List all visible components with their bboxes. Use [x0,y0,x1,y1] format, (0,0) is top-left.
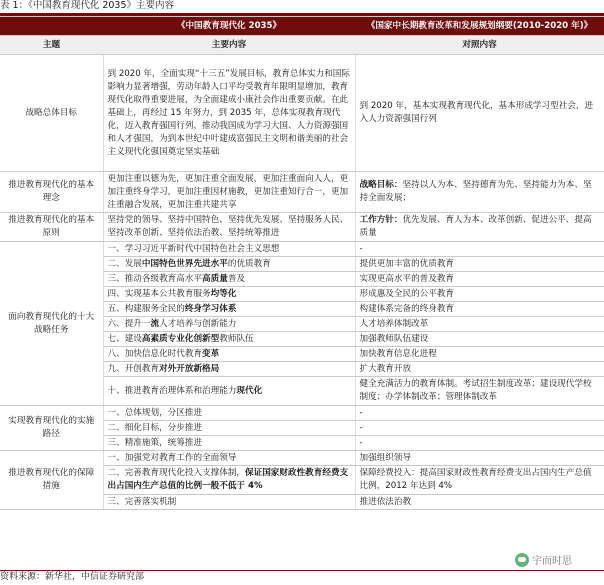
row-content: 更加注重以德为先，更加注重全面发展，更加注重面向人人，更加注重终身学习，更加注重因材施教，更加注重知行合一，更加注重融合发展，更加注重共建共享 [103,172,355,213]
table-row [0,172,604,213]
task-emphasis: 高质量 [202,273,228,284]
col-header-theme: 主题 [0,36,103,55]
row-compare: - [355,421,604,436]
compare-text: 坚持以人为本、坚持德育为先、坚持能力为本、坚持全面发展； [359,180,592,203]
row-compare: - [355,436,604,451]
task-item [103,242,355,257]
row-compare: 加强组织领导 [355,451,604,466]
task-text: 四、实现基本公共教育服务 [107,288,211,299]
task-item [103,377,355,406]
task-item [103,332,355,347]
row-theme: 实现教育现代化的实施路径 [0,406,103,451]
task-emphasis: 终身学习体系 [184,303,237,314]
table-row [0,55,604,172]
path-item: 二、细化目标，分步推进 [103,421,355,436]
row-compare: 提供更加丰富的优质教育 [355,257,604,272]
task-emphasis: 流 [150,318,160,329]
row-compare [355,213,604,242]
table-row [0,451,604,466]
table-caption: 表 1：《中国教育现代化 2035》主要内容 [0,0,175,11]
task-text: 人才培养与创新能力 [159,318,237,329]
task-text: 五、构建服务全民的 [107,303,185,314]
task-item [103,287,355,302]
task-item [103,317,355,332]
task-text: 九、开创教育 [107,363,160,374]
task-text: 一、学习习近平新时代中国特色社会主义思想 [107,243,280,254]
task-text: 八、加快信息化时代教育 [107,348,203,359]
left-doc-title: 《中国教育现代化 2035》 [103,17,355,36]
row-compare: 保障经费投入：提高国家财政性教育经费支出占国内生产总值比例，2012 年达到 4% [355,466,604,495]
compare-text: 优先发展、育人为本、改革创新、促进公平、提高质量 [359,215,592,238]
watermark [515,552,572,567]
measure-text: 二、完善教育现代化投入支撑体制， [107,468,246,478]
row-compare: - [355,242,604,257]
task-emphasis: 对外开放新格局 [159,363,220,374]
task-emphasis: 中国特色世界先进水平 [141,258,228,269]
row-compare: 加强教师队伍建设 [355,332,604,347]
row-compare: 健全充满活力的教育体制。考试招生制度改革；建设现代学校制度；办学体制改革；管理体制改革 [355,377,604,406]
table-row [0,242,604,257]
right-doc-title: 《国家中长期教育改革和发展规划纲要(2010-2020 年)》 [355,17,604,36]
path-item: 三、精准施策，统筹推进 [103,436,355,451]
row-compare [355,172,604,213]
col-header-content: 主要内容 [103,36,355,55]
task-emphasis: 现代化 [236,385,263,396]
task-text: 二、发展 [107,258,142,269]
table-row [0,213,604,242]
path-item: 一、总体规划，分区推进 [103,406,355,421]
task-item [103,302,355,317]
row-compare: 人才培养体制改革 [355,317,604,332]
watermark-text: 宇而时思 [532,556,572,567]
row-theme: 战略总体目标 [0,55,103,172]
wechat-icon [515,553,529,567]
row-compare: 实现更高水平的普及教育 [355,272,604,287]
task-text: 的优质教育 [227,258,271,269]
task-text: 十、推进教育治理体系和治理能力 [107,385,237,396]
task-item [103,272,355,287]
source-note: 资料来源：新华社，中信证券研究部 [0,572,145,582]
footer-divider [0,570,604,571]
task-text: 七、建设 [107,333,142,344]
row-content: 坚持党的领导、坚持中国特色、坚持优先发展、坚持服务人民、坚持改革创新、坚持依法治教、坚持统筹推进 [103,213,355,242]
compare-bold-label: 战略目标： [359,180,403,190]
row-theme: 推进教育现代化的基本原则 [0,213,103,242]
task-text: 六、提升一 [107,318,151,329]
row-compare: 推进依法治教 [355,495,604,510]
row-compare: 到 2020 年，基本实现教育现代化，基本形成学习型社会，进入人力资源强国行列 [355,55,604,172]
row-content: 到 2020 年，全面实现“十三五”发展目标，教育总体实力和国际影响力显著增强，劳动年龄人口平均受教育年限明显增加，教育现代化取得重要进展，为全面建成小康社会作出重要贡献。在此基础上，再经过 15 年努力，到 2035 年，总体实现教育现代化，迈入教育强国行列，推动我国成为学习大国、人力资源强国和人才强国，为到本世纪中叶建成富强民主文明和谐美丽的社会主义现代化强国奠定坚实基础 [103,55,355,172]
measure-item [103,466,355,495]
row-compare: 构建体系完备的终身教育 [355,302,604,317]
col-header-compare: 对照内容 [355,36,604,55]
task-text: 三、推动各级教育高水平 [107,273,203,284]
row-theme: 推进教育现代化的保障措施 [0,451,103,510]
row-compare: 加快教育信息化进程 [355,347,604,362]
policy-comparison-table [0,13,604,510]
measure-item: 一、加强党对教育工作的全面领导 [103,451,355,466]
row-theme: 推进教育现代化的基本理念 [0,172,103,213]
task-emphasis: 均等化 [210,288,237,299]
row-compare: 形成惠及全民的公平教育 [355,287,604,302]
task-emphasis: 变革 [202,348,220,359]
measure-emphasis: 保证国家财政性教育经费支出占国内生产总值的比例一般不低于 4% [107,468,349,491]
table-row [0,406,604,421]
measure-item: 三、完善落实机制 [103,495,355,510]
task-emphasis: 高素质专业化创新型 [141,333,220,344]
task-item [103,362,355,377]
task-item [103,257,355,272]
task-text: 普及 [227,273,246,284]
row-compare: - [355,406,604,421]
row-compare: 扩大教育开放 [355,362,604,377]
task-item [103,347,355,362]
task-text: 教师队伍 [219,333,254,344]
row-theme: 面向教育现代化的十大战略任务 [0,242,103,406]
compare-bold-label: 工作方针： [359,215,403,225]
